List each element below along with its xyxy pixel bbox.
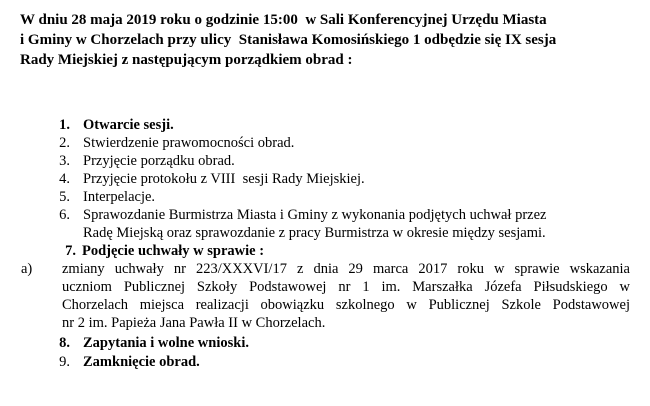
subitem-line: Chorzelach miejsca realizacji obowiązku szkolnego w Publicznej Szkole Podstawowej [62, 297, 630, 313]
item-number: 1. [59, 117, 70, 133]
item-text: Zamknięcie obrad. [83, 354, 200, 370]
agenda-subitem-a [21, 260, 630, 332]
session-announcement [20, 10, 634, 70]
subitem-line: uczniom Publicznej Szkoły Podstawowej nr 1 im. Marszałka Józefa Piłsudskiego w [62, 279, 630, 295]
item-text: Podjęcie uchwały w sprawie : [82, 243, 265, 259]
item-number: 5. [59, 189, 70, 205]
item-number: 9. [59, 354, 70, 370]
subitem-line: zmiany uchwały nr 223/XXXVI/17 z dnia 29 marca 2017 roku w sprawie wskazania [62, 261, 630, 277]
subitem-line: nr 2 im. Papieża Jana Pawła II w Chorzelach. [62, 315, 326, 331]
item-text: Przyjęcie porządku obrad. [83, 153, 235, 169]
item-number: 4. [59, 171, 70, 187]
announcement-line: Rady Miejskiej z następującym porządkiem obrad : [20, 52, 353, 68]
item-text: Stwierdzenie prawomocności obrad. [83, 135, 295, 151]
item-number: 6. [59, 207, 70, 223]
subitem-marker: a) [21, 261, 33, 277]
item-text: Zapytania i wolne wnioski. [83, 335, 249, 351]
item-number: 7. [65, 243, 76, 259]
item-text: Otwarcie sesji. [83, 117, 174, 133]
item-text: Sprawozdanie Burmistrza Miasta i Gminy z wykonania podjętych uchwał przez [83, 207, 547, 223]
item-number: 2. [59, 135, 70, 151]
item-text-continuation: Radę Miejską oraz sprawozdanie z pracy Burmistrza w okresie między sesjami. [83, 225, 546, 241]
item-text: Przyjęcie protokołu z VIII sesji Rady Miejskiej. [83, 171, 365, 187]
item-number: 8. [59, 335, 70, 351]
announcement-line: W dniu 28 maja 2019 roku o godzinie 15:00 w Sali Konferencyjnej Urzędu Miasta [20, 12, 547, 28]
announcement-line: i Gminy w Chorzelach przy ulicy Stanisława Komosińskiego 1 odbędzie się IX sesja [20, 32, 557, 48]
item-number: 3. [59, 153, 70, 169]
item-text: Interpelacje. [83, 189, 156, 205]
